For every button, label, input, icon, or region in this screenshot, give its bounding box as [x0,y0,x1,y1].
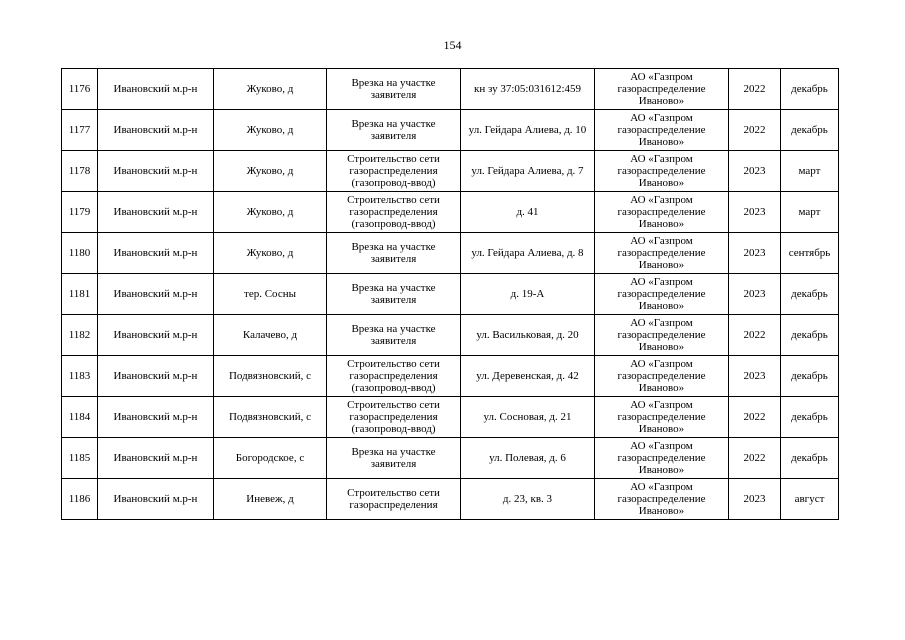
address-cell: ул. Деревенская, д. 42 [461,356,595,397]
row-number-cell: 1177 [62,110,98,151]
address-cell: ул. Гейдара Алиева, д. 7 [461,151,595,192]
company-cell: АО «Газпром газораспределение Иваново» [595,397,729,438]
district-cell: Ивановский м.р-н [98,397,214,438]
locality-cell: Калачево, д [214,315,327,356]
locality-cell: Жуково, д [214,110,327,151]
locality-cell: Подвязновский, с [214,356,327,397]
company-cell: АО «Газпром газораспределение Иваново» [595,192,729,233]
row-number-cell: 1181 [62,274,98,315]
year-cell: 2023 [729,192,781,233]
row-number-cell: 1186 [62,479,98,520]
month-cell: декабрь [781,69,839,110]
company-cell: АО «Газпром газораспределение Иваново» [595,274,729,315]
month-cell: декабрь [781,438,839,479]
table-row [62,356,839,397]
company-cell: АО «Газпром газораспределение Иваново» [595,110,729,151]
table-row [62,192,839,233]
work-type-cell: Врезка на участке заявителя [327,233,461,274]
district-cell: Ивановский м.р-н [98,69,214,110]
work-type-cell: Врезка на участке заявителя [327,438,461,479]
year-cell: 2023 [729,151,781,192]
table-row [62,315,839,356]
company-cell: АО «Газпром газораспределение Иваново» [595,151,729,192]
table-row [62,438,839,479]
gasification-table [61,68,839,520]
company-cell: АО «Газпром газораспределение Иваново» [595,438,729,479]
month-cell: март [781,151,839,192]
work-type-cell: Врезка на участке заявителя [327,274,461,315]
district-cell: Ивановский м.р-н [98,315,214,356]
locality-cell: Жуково, д [214,69,327,110]
address-cell: ул. Полевая, д. 6 [461,438,595,479]
table-row [62,274,839,315]
year-cell: 2022 [729,110,781,151]
month-cell: август [781,479,839,520]
address-cell: д. 23, кв. 3 [461,479,595,520]
year-cell: 2023 [729,274,781,315]
month-cell: март [781,192,839,233]
work-type-cell: Строительство сети газораспределения [327,479,461,520]
locality-cell: Подвязновский, с [214,397,327,438]
year-cell: 2022 [729,315,781,356]
row-number-cell: 1179 [62,192,98,233]
work-type-cell: Строительство сети газораспределения (газопровод-ввод) [327,151,461,192]
district-cell: Ивановский м.р-н [98,110,214,151]
address-cell: ул. Васильковая, д. 20 [461,315,595,356]
work-type-cell: Врезка на участке заявителя [327,315,461,356]
company-cell: АО «Газпром газораспределение Иваново» [595,479,729,520]
district-cell: Ивановский м.р-н [98,479,214,520]
company-cell: АО «Газпром газораспределение Иваново» [595,356,729,397]
work-type-cell: Строительство сети газораспределения (газопровод-ввод) [327,356,461,397]
company-cell: АО «Газпром газораспределение Иваново» [595,69,729,110]
row-number-cell: 1178 [62,151,98,192]
work-type-cell: Строительство сети газораспределения (газопровод-ввод) [327,397,461,438]
district-cell: Ивановский м.р-н [98,192,214,233]
year-cell: 2023 [729,356,781,397]
address-cell: ул. Гейдара Алиева, д. 8 [461,233,595,274]
locality-cell: Иневеж, д [214,479,327,520]
locality-cell: Богородское, с [214,438,327,479]
work-type-cell: Врезка на участке заявителя [327,110,461,151]
district-cell: Ивановский м.р-н [98,356,214,397]
row-number-cell: 1183 [62,356,98,397]
work-type-cell: Строительство сети газораспределения (газопровод-ввод) [327,192,461,233]
company-cell: АО «Газпром газораспределение Иваново» [595,315,729,356]
page-number: 154 [443,38,462,52]
year-cell: 2022 [729,397,781,438]
month-cell: декабрь [781,274,839,315]
row-number-cell: 1185 [62,438,98,479]
table-body [62,69,839,520]
year-cell: 2023 [729,479,781,520]
year-cell: 2023 [729,233,781,274]
table-row [62,110,839,151]
address-cell: ул. Сосновая, д. 21 [461,397,595,438]
table-row [62,69,839,110]
district-cell: Ивановский м.р-н [98,233,214,274]
locality-cell: Жуково, д [214,151,327,192]
row-number-cell: 1176 [62,69,98,110]
company-cell: АО «Газпром газораспределение Иваново» [595,233,729,274]
month-cell: сентябрь [781,233,839,274]
work-type-cell: Врезка на участке заявителя [327,69,461,110]
month-cell: декабрь [781,110,839,151]
address-cell: д. 19-А [461,274,595,315]
row-number-cell: 1184 [62,397,98,438]
table-row [62,397,839,438]
table-row [62,151,839,192]
district-cell: Ивановский м.р-н [98,274,214,315]
district-cell: Ивановский м.р-н [98,438,214,479]
year-cell: 2022 [729,69,781,110]
table-row [62,233,839,274]
address-cell: кн зу 37:05:031612:459 [461,69,595,110]
address-cell: д. 41 [461,192,595,233]
year-cell: 2022 [729,438,781,479]
month-cell: декабрь [781,397,839,438]
month-cell: декабрь [781,356,839,397]
locality-cell: Жуково, д [214,233,327,274]
address-cell: ул. Гейдара Алиева, д. 10 [461,110,595,151]
locality-cell: тер. Сосны [214,274,327,315]
row-number-cell: 1180 [62,233,98,274]
locality-cell: Жуково, д [214,192,327,233]
row-number-cell: 1182 [62,315,98,356]
district-cell: Ивановский м.р-н [98,151,214,192]
month-cell: декабрь [781,315,839,356]
table-row [62,479,839,520]
